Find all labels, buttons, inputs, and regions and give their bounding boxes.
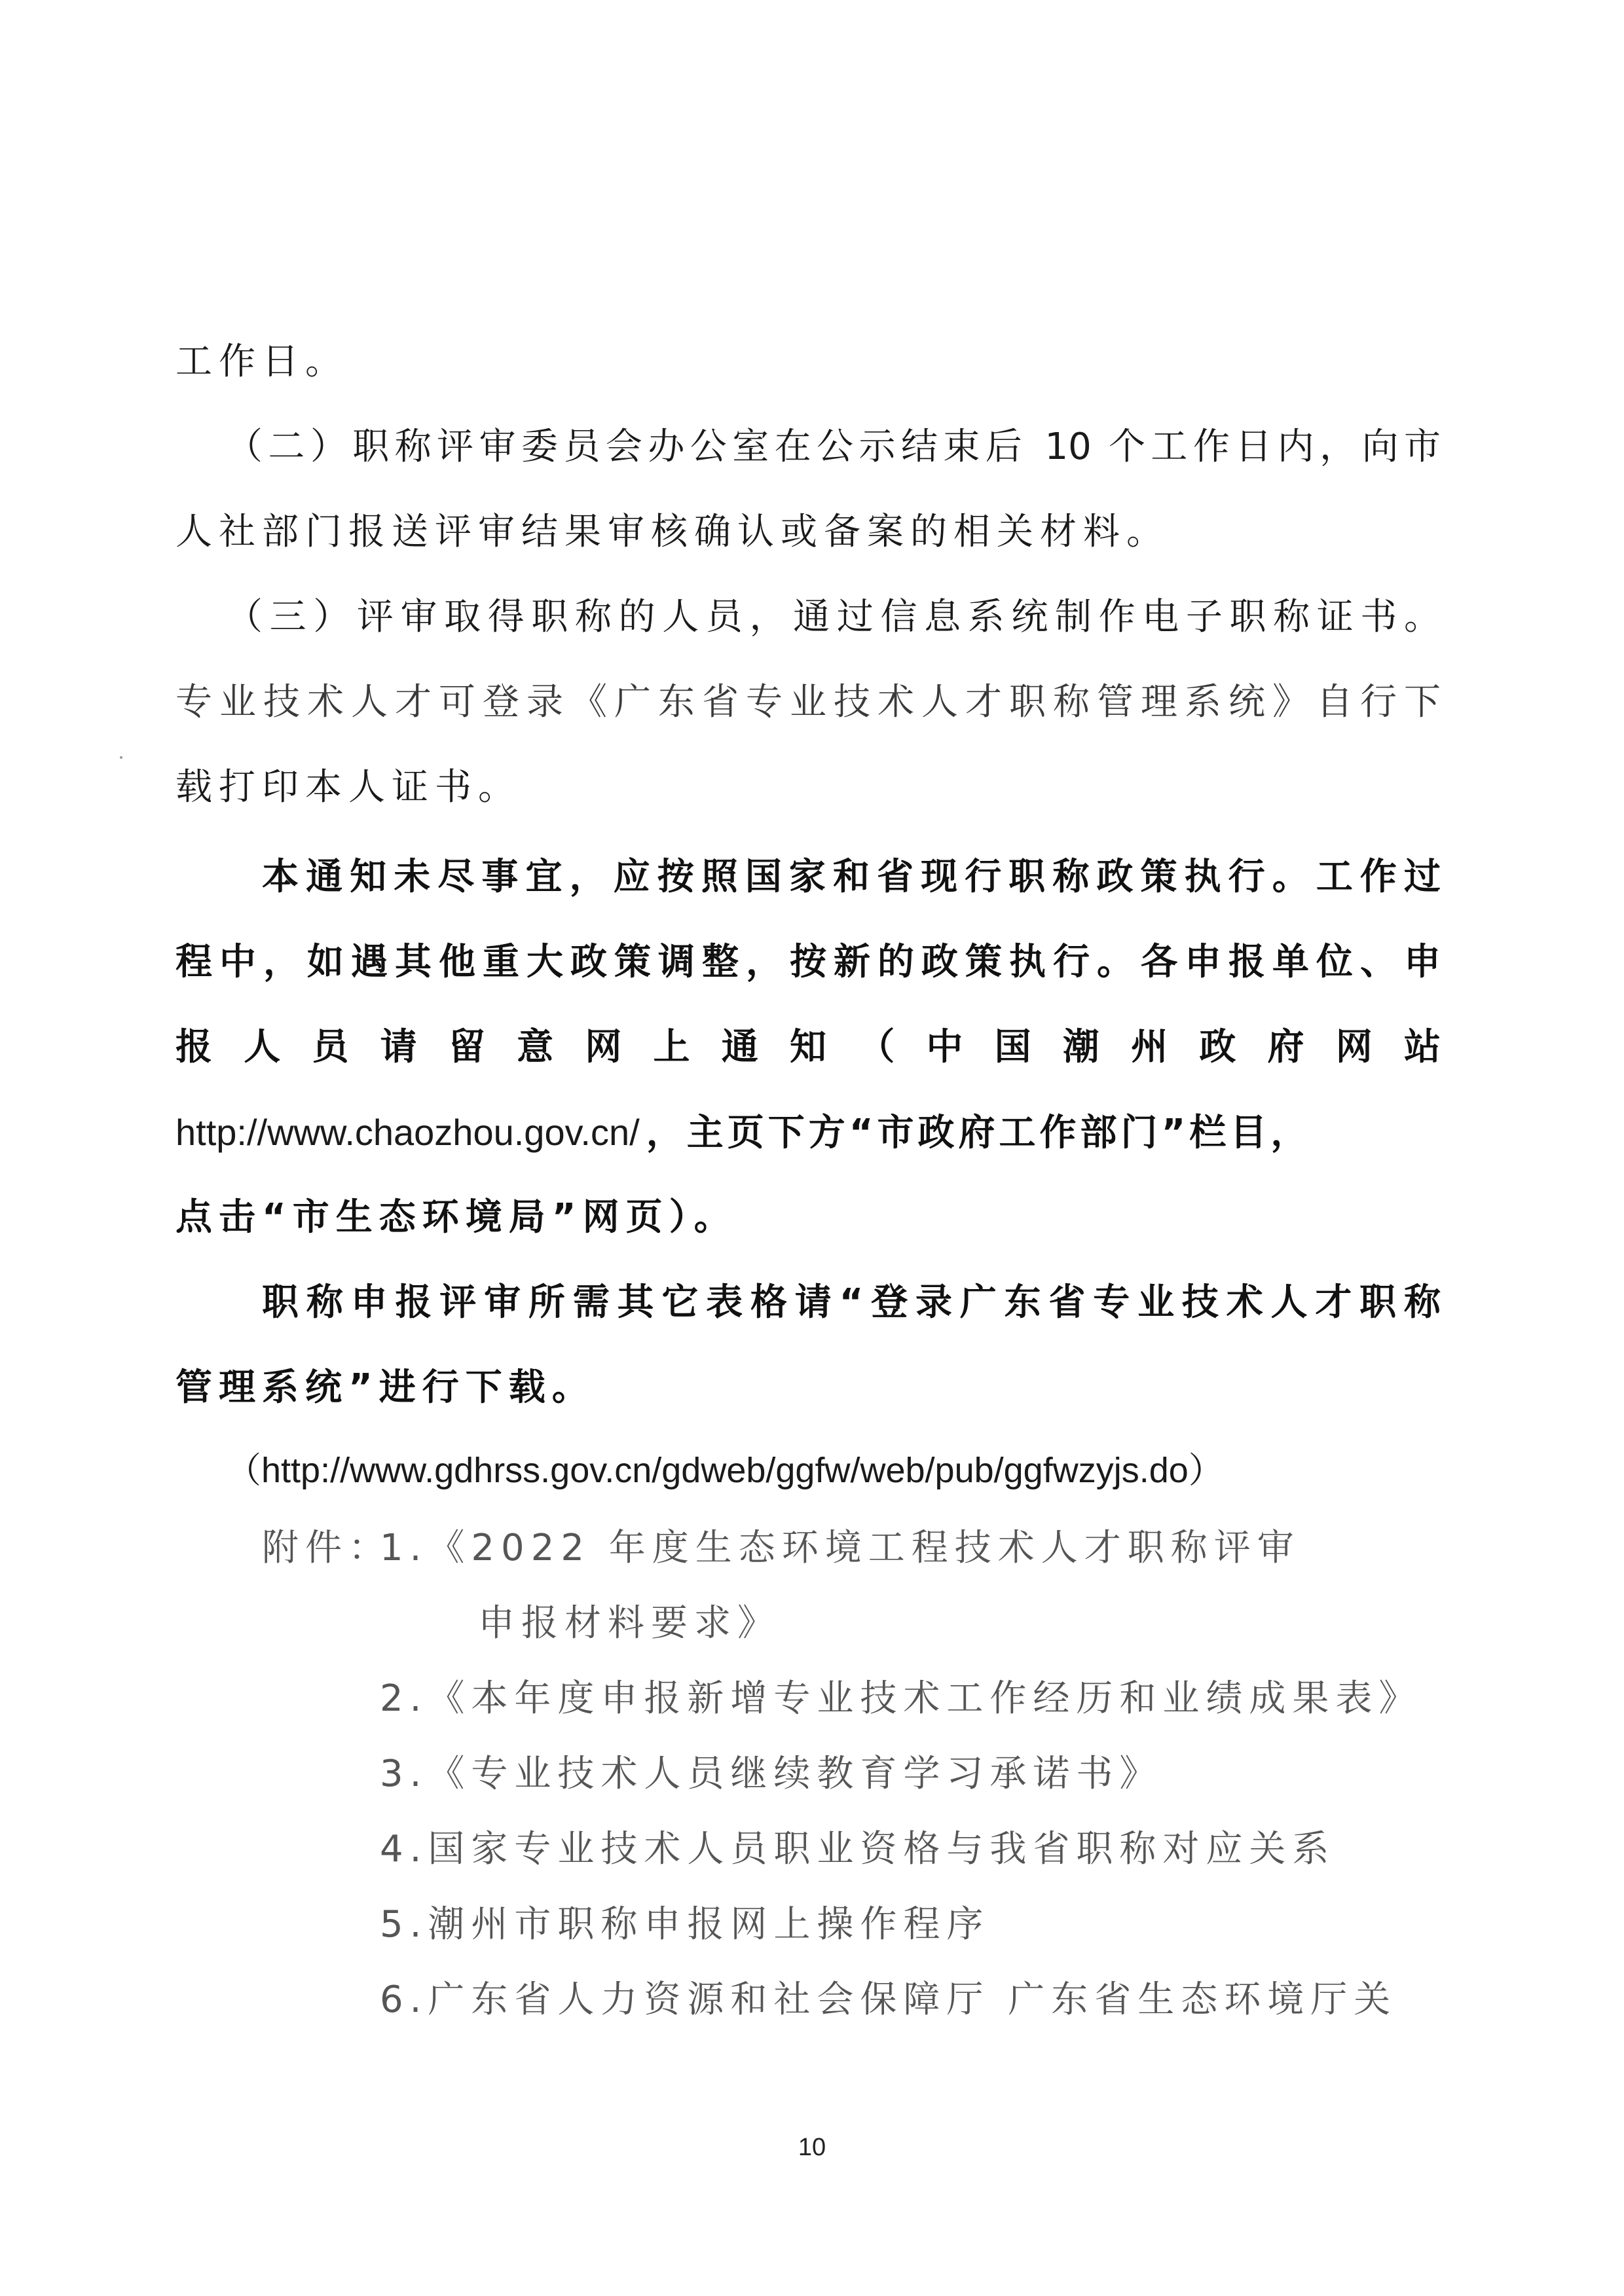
notice-line-3: 报人员请留意网上通知（中国潮州政府网站 [175,1026,1441,1068]
page-number: 10 [798,2134,826,2161]
attachment-item-6: 6.广东省人力资源和社会保障厅 广东省生态环境厅关 [380,1978,1397,2021]
gdhrss-link[interactable]: （http://www.gdhrss.gov.cn/gdweb/ggfw/web/pub/ggfwzyjs.do） [226,1451,1224,1490]
chaozhou-gov-link[interactable]: http://www.chaozhou.gov.cn/ [175,1112,640,1153]
forms-line-2: 管理系统”进行下载。 [175,1366,595,1409]
notice-line-5: 点击“市生态环境局”网页）。 [175,1196,737,1239]
attachments-label: 附件： [262,1527,392,1569]
notice-line-4 [175,1106,1441,1159]
attachment-item-1a: 1.《2022 年度生态环境工程技术人才职称评审 [380,1527,1301,1569]
attachment-item-1b: 申报材料要求》 [478,1602,781,1645]
paragraph-line-item-three-a: （三）评审取得职称的人员，通过信息系统制作电子职称证书。 [226,596,1441,638]
paragraph-line-item-two-a: （二）职称评审委员会办公室在公示结束后 10 个工作日内，向市 [226,426,1441,468]
attachment-item-3: 3.《专业技术人员继续教育学习承诺书》 [380,1753,1163,1795]
attachment-item-2: 2.《本年度申报新增专业技术工作经历和业绩成果表》 [380,1677,1422,1720]
notice-line-1: 本通知未尽事宜，应按照国家和省现行职称政策执行。工作过 [262,856,1441,898]
notice-line-2: 程中，如遇其他重大政策调整，按新的政策执行。各申报单位、申 [175,941,1441,983]
forms-line-1: 职称申报评审所需其它表格请“登录广东省专业技术人才职称 [262,1281,1441,1324]
paragraph-line-workdays: 工作日。 [175,340,348,383]
attachment-item-5: 5.潮州市职称申报网上操作程序 [380,1903,990,1946]
scan-speck [120,756,122,759]
paragraph-line-item-three-b: 专业技术人才可登录《广东省专业技术人才职称管理系统》自行下 [175,681,1441,723]
paragraph-line-item-two-b: 人社部门报送评审结果审核确认或备案的相关材料。 [175,511,1170,553]
attachment-item-4: 4.国家专业技术人员职业资格与我省职称对应关系 [380,1828,1336,1870]
notice-line-4-rest: ，主页下方“市政府工作部门”栏目， [646,1112,1312,1154]
paragraph-line-item-three-c: 载打印本人证书。 [175,766,521,809]
